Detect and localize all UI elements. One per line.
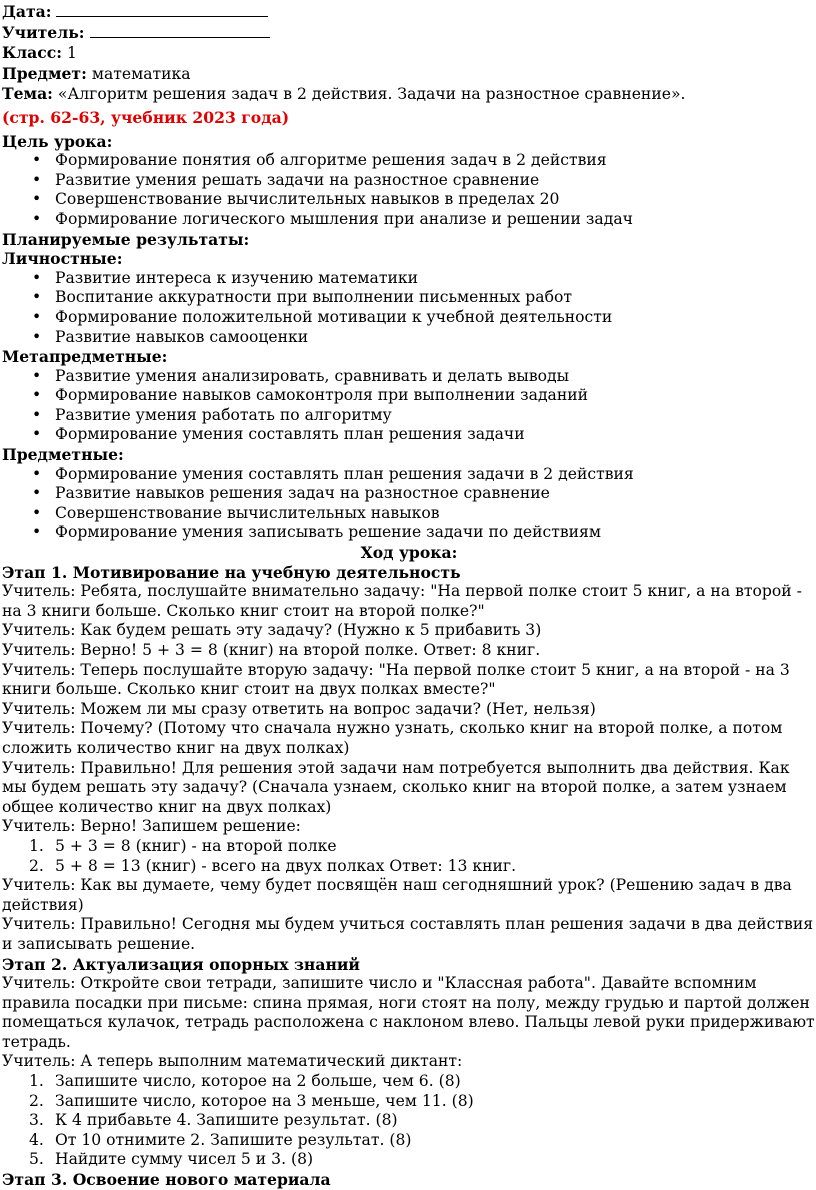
list-item: • Воспитание аккуратности при выполнении письменных работ xyxy=(2,288,816,308)
date-blank xyxy=(56,2,268,17)
teacher-line xyxy=(2,23,816,44)
list-text: От 10 отнимите 2. Запишите результат. (8) xyxy=(55,1130,412,1149)
topic-value: «Алгоритм решения задач в 2 действия. Задачи на разностное сравнение». xyxy=(57,85,686,104)
list-number: 2. xyxy=(29,856,44,875)
list-text: К 4 прибавьте 4. Запишите результат. (8) xyxy=(55,1111,398,1130)
list-text: Запишите число, которое на 2 больше, чем 6. (8) xyxy=(55,1072,461,1091)
list-item: • Развитие умения решать задачи на разностное сравнение xyxy=(2,171,816,191)
list-item: • Формирование положительной мотивации к учебной деятельности xyxy=(2,308,816,328)
paragraph: Учитель: Верно! 5 + 3 = 8 (книг) на второй полке. Ответ: 8 книг. xyxy=(2,641,541,659)
dictation-list xyxy=(2,1072,816,1170)
list-item: • Формирование умения составлять план решения задачи в 2 действия xyxy=(2,465,816,485)
paragraph: Учитель: Ребята, послушайте внимательно задачу: "На первой полке стоит 5 книг, а на второй - на 3 книги больше. Сколько книг стоит на второй полке?" xyxy=(2,582,802,620)
list-item: • Формирование понятия об алгоритме решения задач в 2 действия xyxy=(2,151,816,171)
list-item: • Формирование умения составлять план решения задачи xyxy=(2,425,816,445)
list-item xyxy=(2,1111,816,1131)
list-item: • Формирование логического мышления при анализе и решении задач xyxy=(2,210,816,230)
list-item xyxy=(2,1072,816,1092)
paragraph: Учитель: Правильно! Сегодня мы будем учиться составлять план решения задачи в два действия и записывать решение. xyxy=(2,915,814,953)
goals-list xyxy=(2,151,816,229)
list-number: 1. xyxy=(29,1072,44,1091)
list-item: • Формирование навыков самоконтроля при выполнении заданий xyxy=(2,386,816,406)
list-item: • Развитие навыков самооценки xyxy=(2,328,816,348)
solution-list xyxy=(2,837,816,876)
date-line xyxy=(2,2,816,23)
subject-label: Предмет: xyxy=(2,63,87,83)
teacher-label: Учитель: xyxy=(2,22,85,42)
list-number: 3. xyxy=(29,1111,44,1130)
subject-line xyxy=(2,64,816,85)
stage1-heading: Этап 1. Мотивирование на учебную деятельность xyxy=(2,562,461,582)
list-item xyxy=(2,837,816,857)
list-number: 2. xyxy=(29,1091,44,1110)
list-number: 5. xyxy=(29,1150,44,1169)
list-text: Запишите число, которое на 3 меньше, чем 11. (8) xyxy=(55,1091,474,1110)
meta-heading: Метапредметные: xyxy=(2,347,168,367)
paragraph: Учитель: Как вы думаете, чему будет посвящён наш сегодняшний урок? (Решению задач в два действия) xyxy=(2,876,792,914)
class-line xyxy=(2,43,816,64)
list-item: • Совершенствование вычислительных навыков в пределах 20 xyxy=(2,190,816,210)
paragraph: Учитель: Как будем решать эту задачу? (Нужно к 5 прибавить 3) xyxy=(2,621,542,640)
list-item xyxy=(2,857,816,877)
class-label: Класс: xyxy=(2,43,63,63)
list-item: • Развитие навыков решения задач на разностное сравнение xyxy=(2,484,816,504)
subject-results-heading: Предметные: xyxy=(2,445,124,465)
paragraph: Учитель: А теперь выполним математический диктант: xyxy=(2,1052,463,1071)
list-item xyxy=(2,1131,816,1151)
list-item: • Совершенствование вычислительных навыков xyxy=(2,504,816,524)
subject-value: математика xyxy=(91,64,191,83)
list-text: 5 + 3 = 8 (книг) - на второй полке xyxy=(55,836,337,855)
list-text: Найдите сумму чисел 5 и 3. (8) xyxy=(55,1150,314,1169)
personal-list xyxy=(2,269,816,347)
list-item: • Развитие интереса к изучению математики xyxy=(2,269,816,289)
course-heading: Ход урока: xyxy=(360,543,458,563)
class-value: 1 xyxy=(67,44,77,63)
date-label: Дата: xyxy=(2,2,52,21)
list-number: 1. xyxy=(29,836,44,855)
textbook-pages-note: (стр. 62-63, учебник 2023 года) xyxy=(2,107,290,127)
paragraph: Учитель: Верно! Запишем решение: xyxy=(2,817,301,836)
personal-heading: Личностные: xyxy=(2,249,123,269)
teacher-blank xyxy=(90,23,270,38)
stage3-heading: Этап 3. Освоение нового материала xyxy=(2,1170,331,1190)
document-page xyxy=(0,2,816,1188)
paragraph: Учитель: Откройте свои тетради, запишите число и "Классная работа". Давайте вспомним правила посадки при письме: спина прямая, ноги стоят на полу, между грудью и партой должен помещаться кулачок, тетрадь расположена с наклоном влево. Пальцы левой руки придерживают тетрадь. xyxy=(2,974,815,1051)
subject-results-list xyxy=(2,465,816,543)
topic-label: Тема: xyxy=(2,84,53,104)
results-heading: Планируемые результаты: xyxy=(2,229,250,249)
list-item xyxy=(2,1150,816,1170)
list-item xyxy=(2,1092,816,1112)
list-item: • Развитие умения анализировать, сравнивать и делать выводы xyxy=(2,367,816,387)
paragraph: Учитель: Теперь послушайте вторую задачу: "На первой полке стоит 5 книг, а на второй - на 3 книги больше. Сколько книг стоит на двух полках вместе?" xyxy=(2,660,790,699)
paragraph: Учитель: Почему? (Потому что сначала нужно узнать, сколько книг на второй полке, а потом сложить количество книг на двух полках) xyxy=(2,719,783,757)
paragraph: Учитель: Правильно! Для решения этой задачи нам потребуется выполнить два действия. Как мы будем решать эту задачу? (Сначала узнаем, сколько книг на второй полке, а затем узнаем общее количество книг на двух полках) xyxy=(2,758,790,816)
stage2-heading: Этап 2. Актуализация опорных знаний xyxy=(2,954,360,974)
list-number: 4. xyxy=(29,1130,44,1149)
list-text: 5 + 8 = 13 (книг) - всего на двух полках Ответ: 13 книг. xyxy=(55,856,517,875)
topic-line xyxy=(2,84,816,105)
list-item: • Развитие умения работать по алгоритму xyxy=(2,406,816,426)
paragraph: Учитель: Можем ли мы сразу ответить на вопрос задачи? (Нет, нельзя) xyxy=(2,699,596,718)
meta-list xyxy=(2,367,816,445)
list-item: • Формирование умения записывать решение задачи по действиям xyxy=(2,523,816,543)
goals-heading: Цель урока: xyxy=(2,131,113,151)
